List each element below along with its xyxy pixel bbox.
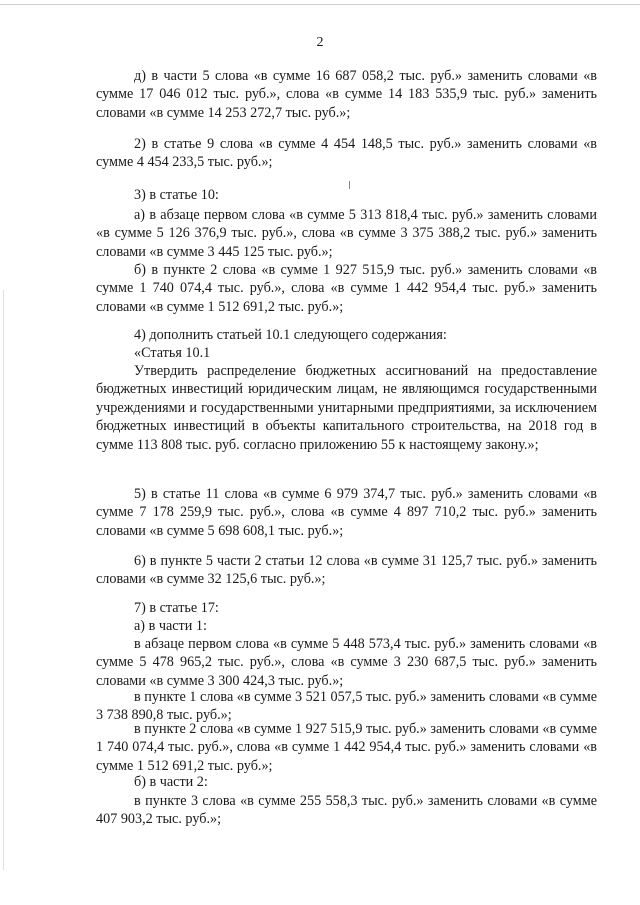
- paragraph-item-4: 4) дополнить статьей 10.1 следующего содержания:: [134, 327, 447, 343]
- paragraph-item-7a-1: в абзаце первом слова «в сумме 5 448 573,4 тыс. руб.» заменить словами «в сумме 5 478 965,2 тыс. руб.», слова «в сумме 3 230 687,5 тыс. руб.» заменить словами «в сумме 3 300 424,3 тыс. руб.»;: [96, 636, 597, 689]
- paragraph-item-7a-2: в пункте 1 слова «в сумме 3 521 057,5 тыс. руб.» заменить словами «в сумме 3 738 890,8 тыс. руб.»;: [96, 689, 597, 724]
- paragraph-item-7: 7) в статье 17:: [134, 600, 219, 616]
- page-number: 2: [316, 35, 324, 50]
- article-heading: «Статья 10.1: [134, 345, 211, 361]
- article-body: Утвердить распределение бюджетных ассигнований на предоставление бюджетных инвестиций юридическим лицам, не являющимся государственными учреждениями и государственными унитарными предприятиями, за исключением бюджетных инвестиций в объекты капитального строительства, на 2018 год в сумме 113 808 тыс. руб. согласно приложению 55 к настоящему закону.»;: [96, 363, 597, 453]
- paragraph-item-3: 3) в статье 10:: [134, 187, 219, 203]
- paragraph-item-7b-1: в пункте 3 слова «в сумме 255 558,3 тыс. руб.» заменить словами «в сумме 407 903,2 тыс. руб.»;: [96, 793, 597, 828]
- paragraph-item-3a: а) в абзаце первом слова «в сумме 5 313 818,4 тыс. руб.» заменить словами «в сумме 5 126 376,9 тыс. руб.», слова «в сумме 3 375 388,2 тыс. руб.» заменить словами «в сумме 3 445 125 тыс. руб.»;: [96, 207, 597, 260]
- paragraph-item-5: 5) в статье 11 слова «в сумме 6 979 374,7 тыс. руб.» заменить словами «в сумме 7 178 259,9 тыс. руб.», слова «в сумме 4 897 710,2 тыс. руб.» заменить словами «в сумме 5 698 608,1 тыс. руб.»;: [96, 486, 597, 539]
- paragraph-item-d: д) в части 5 слова «в сумме 16 687 058,2 тыс. руб.» заменить словами «в сумме 17 046 012 тыс. руб.», слова «в сумме 14 183 535,9 тыс. руб.» заменить словами «в сумме 14 253 272,7 тыс. руб.»;: [96, 68, 597, 121]
- paragraph-item-7a: а) в части 1:: [134, 618, 207, 634]
- paragraph-item-7b: б) в части 2:: [134, 774, 208, 790]
- paragraph-item-2: 2) в статье 9 слова «в сумме 4 454 148,5 тыс. руб.» заменить словами «в сумме 4 454 233,5 тыс. руб.»;: [96, 136, 597, 171]
- scan-left-edge: [3, 290, 4, 870]
- paragraph-item-3b: б) в пункте 2 слова «в сумме 1 927 515,9 тыс. руб.» заменить словами «в сумме 1 740 074,4 тыс. руб.», слова «в сумме 1 442 954,4 тыс. руб.» заменить словами «в сумме 1 512 691,2 тыс. руб.»;: [96, 262, 597, 315]
- paragraph-item-6: 6) в пункте 5 части 2 статьи 12 слова «в сумме 31 125,7 тыс. руб.» заменить словами «в сумме 32 125,6 тыс. руб.»;: [96, 553, 597, 588]
- paragraph-item-7a-3: в пункте 2 слова «в сумме 1 927 515,9 тыс. руб.» заменить словами «в сумме 1 740 074,4 тыс. руб.», слова «в сумме 1 442 954,4 тыс. руб.» заменить словами «в сумме 1 512 691,2 тыс. руб.»;: [96, 721, 597, 774]
- scan-top-edge: [0, 4, 640, 5]
